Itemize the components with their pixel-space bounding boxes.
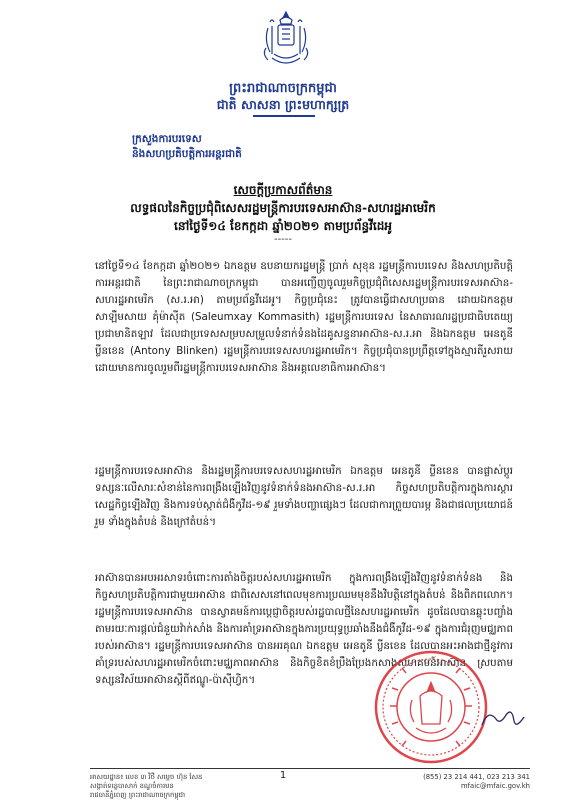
ministry-name-line2: និងសហប្រតិបត្តិការអន្តរជាតិ	[132, 148, 242, 160]
handwritten-signature	[478, 705, 528, 733]
body-paragraph-1: នៅថ្ងៃទី១៤ ខែកក្កដា ឆ្នាំ២០២១ ឯកឧត្តម ឧបនាយករដ្ឋមន្ត្រី ប្រាក់ សុខុន រដ្ឋមន្ត្រីការបរទេស និងសហប្រតិបត្តិការអន្តរជាតិ នៃព្រះរាជាណាចក្រកម្ពុជា បានអញ្ជើញចូលរួមកិច្ចប្រជុំពិសេសរដ្ឋមន្ត្រីការបរទេសអាស៊ាន-សហរដ្ឋអាមេរិក (ស.រ.អា) តាមប្រព័ន្ធវីដេអូ។ កិច្ចប្រជុំនេះ ត្រូវបានធ្វើជាសហប្រធាន ដោយឯកឧត្តម សាឡឺមសាយ គុំម៉ាស៊ីត (Saleumxay Kommasith) រដ្ឋមន្ត្រីការបរទេស នៃសាធារណរដ្ឋប្រជាធិបតេយ្យប្រជាមានិតឡាវ ដែលជាប្រទេសសម្របសម្រួលទំនាក់ទំនងដៃគូសន្ទនាអាស៊ាន-ស.រ.អា និងឯកឧត្តម អេនតូនី ប្លីនខេន (Antony Blinken) រដ្ឋមន្ត្រីការបរទេសសហរដ្ឋអាមេរិក។ កិច្ចប្រជុំបានប្រព្រឹត្តទៅក្នុងស្មារតីរួសរាយ ដោយមានការចូលរួមពីរដ្ឋមន្ត្រីការបរទេសអាស៊ាន និងអគ្គលេខាធិការអាស៊ាន។	[95, 260, 513, 374]
royal-coat-of-arms-icon	[258, 10, 314, 70]
footer-address	[90, 773, 202, 800]
kingdom-name: ព្រះរាជាណាចក្រកម្ពុជា	[229, 81, 337, 96]
ministry-seal-stamp	[372, 648, 490, 766]
footer-contact	[405, 773, 530, 791]
ministry-name-line1: ក្រសួងការបរទេស	[132, 133, 202, 145]
footer-email: mfaic@mfaic.gov.kh	[461, 782, 530, 790]
header-divider	[253, 115, 315, 117]
page-number: 1	[279, 770, 287, 781]
national-motto: ជាតិ សាសនា ព្រះមហាក្សត្រ	[216, 97, 350, 112]
document-title: សេចក្តីប្រកាសព័ត៌មាន	[233, 183, 333, 197]
body-paragraph-2: រដ្ឋមន្ត្រីការបរទេសអាស៊ាន និងរដ្ឋមន្ត្រីការបរទេសសហរដ្ឋអាមេរិក ឯកឧត្តម អេនតូនី ប្លីនខេន បានផ្លាស់ប្តូរទស្សនៈលើសារៈសំខាន់នៃការពង្រឹងឡើងវិញនូវទំនាក់ទំនងអាស៊ាន-ស.រ.អា កិច្ចសហប្រតិបត្តិការក្នុងការស្តារសេដ្ឋកិច្ចឡើងវិញ និងការទប់ស្កាត់ជំងឺកូវីដ-១៩ រួមទាំងបញ្ហាផ្សេងៗ ដែលជាការព្រួយបារម្ភ និងជាផលប្រយោជន៍រួម ទាំងក្នុងតំបន់ និងក្រៅតំបន់។	[95, 465, 513, 528]
address-line-2: សង្កាត់ទន្លេបាសាក់ ខណ្ឌចំការមន	[90, 782, 174, 790]
address-line-3: រាជធានីភ្នំពេញ ព្រះរាជាណាចក្រកម្ពុជា	[90, 791, 186, 799]
document-subtitle: លទ្ធផលនៃកិច្ចប្រជុំពិសេសរដ្ឋមន្ត្រីការបរទេសអាស៊ាន-សហរដ្ឋអាមេរិក	[130, 201, 436, 215]
footer-phone: (855) 23 214 441, 023 213 341	[423, 773, 530, 781]
title-separator: -----	[273, 234, 293, 245]
footer-divider	[90, 768, 530, 769]
body-paragraph-3: អាស៊ានបានអបអរសាទរចំពោះការតាំងចិត្តរបស់សហរដ្ឋអាមេរិក ក្នុងការពង្រឹងឡើងវិញនូវទំនាក់ទំនង និងកិច្ចសហប្រតិបត្តិការជាមួយអាស៊ាន ជាពិសេសនៅពេលមុខការប្រឈមមុខនឹងវិបត្តិនៅក្នុងតំបន់ និងពិភពលោក។ រដ្ឋមន្ត្រីការបរទេសអាស៊ាន បានស្វាគមន៍ការប្តេជ្ញាចិត្តរបស់រដ្ឋបាលថ្មីនៃសហរដ្ឋអាមេរិក ដូចដែលបានឆ្លុះបញ្ចាំងតាមរយៈការផ្តល់ជំនួយវ៉ាក់សាំង និងការគាំទ្រអាស៊ានក្នុងការប្រយុទ្ធប្រឆាំងនឹងជំងឺកូវីដ-១៩ ក្នុងការជំរុញមជ្ឈភាពរបស់អាស៊ាន។ រដ្ឋមន្ត្រីការបរទេសអាស៊ាន បានអរគុណ ឯកឧត្តម អេនតូនី ប្លីនខេន ដែលបានអះអាងជាថ្មីនូវការគាំទ្ររបស់សហរដ្ឋអាមេរិកចំពោះមជ្ឈភាពអាស៊ាន និងកិច្ចខិតខំប្រឹងប្រែងកសាងសហគមន៍អាស៊ាន ស្របតាមទស្សនវិស័យអាស៊ានស្តីពីឥណ្ឌូ-ប៉ាស៊ីហ្វិក។	[95, 572, 513, 686]
document-date-line: នៅថ្ងៃទី១៤ ខែកក្កដា ឆ្នាំ២០២១ តាមប្រព័ន្ធវីដេអូ	[174, 219, 392, 233]
address-line-1: អាសយដ្ឋាន៖ លេខ ៣ វិថី សម្តេច ហ៊ុន សែន	[90, 773, 203, 781]
